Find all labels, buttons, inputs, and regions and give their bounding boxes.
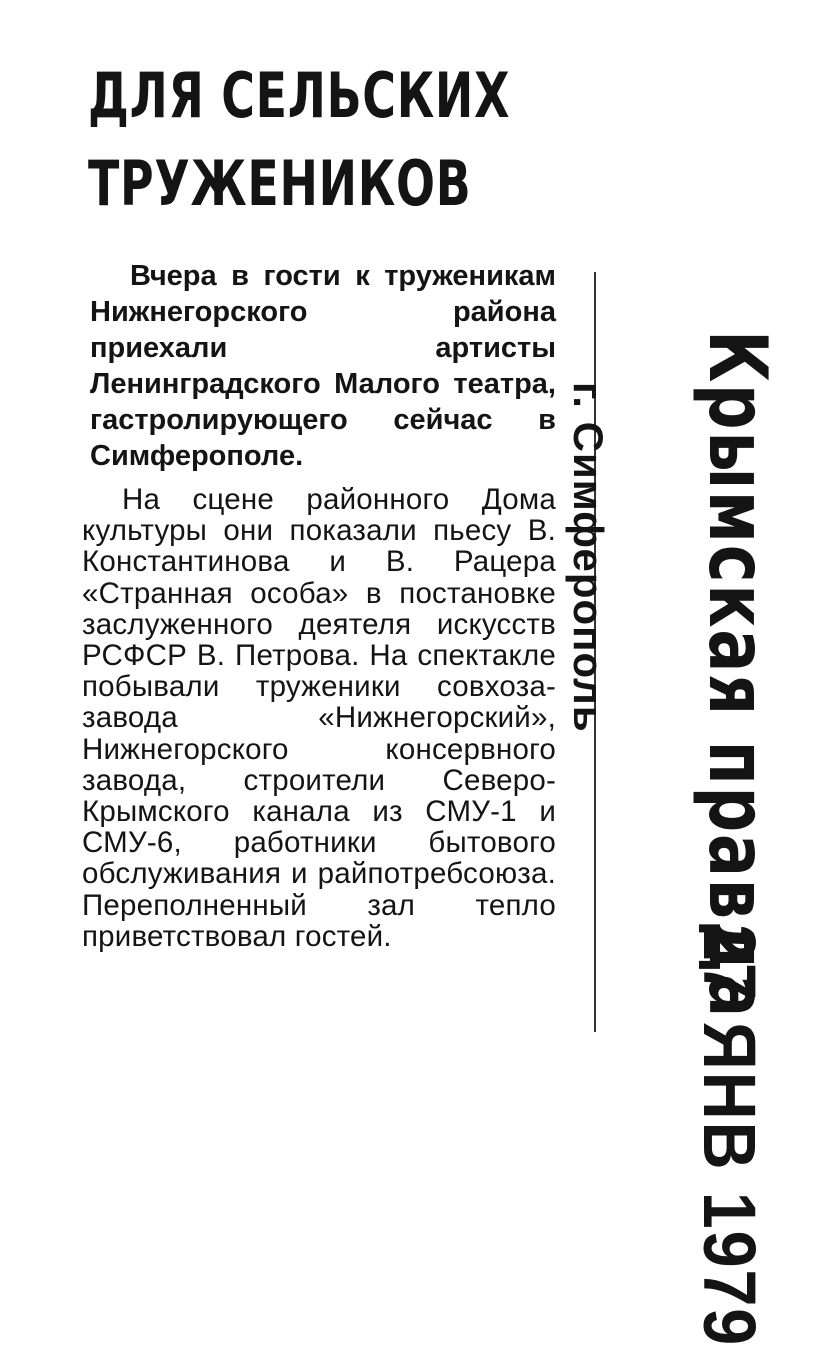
headline-line-2: ТРУЖЕНИКОВ	[88, 147, 472, 220]
source-newspaper-stamp: Крымская правда	[691, 330, 784, 1019]
article-headline	[88, 52, 511, 228]
source-date-stamp: 27 ЯНВ 1979	[688, 924, 771, 1347]
article-lead-paragraph: Вчера в гости к труженикам Нижнегорского района приехали артисты Ленинградского Малого театра, гастролирующего сейчас в Симферополе.	[90, 260, 556, 472]
article-body-paragraph: На сцене районного Дома культуры они показали пьесу В. Константинова и В. Рацера «Странная особа» в постановке заслуженного деятеля искусств РСФСР В. Петрова. На спектакле побывали труженики совхоза-завода «Нижнегорский», Нижнегорского консервного завода, строители Северо-Крымского канала из СМУ-1 и СМУ-6, работники бытового обслуживания и райпотребсоюза. Переполненный зал тепло приветствовал гостей.	[82, 483, 556, 953]
headline-line-1: ДЛЯ СЕЛЬСКИХ	[88, 59, 511, 132]
source-city-stamp: г. Симферополь	[565, 382, 612, 733]
